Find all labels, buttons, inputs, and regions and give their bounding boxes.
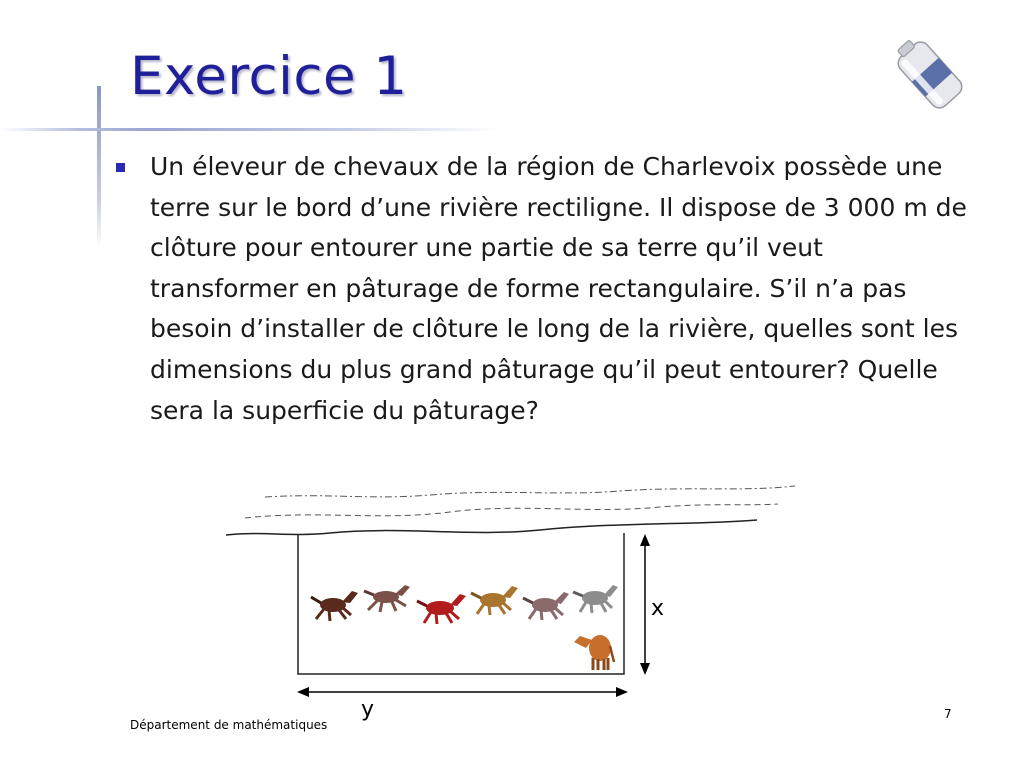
river-wave-top (265, 486, 795, 497)
page-number: 7 (944, 707, 952, 721)
battery-icon (888, 30, 972, 120)
horse-2 (364, 585, 410, 612)
slide-title: Exercice 1 (130, 46, 408, 107)
horse-1 (311, 591, 358, 621)
pasture-diagram (220, 478, 820, 728)
river-wave-middle (245, 504, 778, 518)
dimension-arrow-y (297, 687, 628, 697)
horse-3 (417, 594, 466, 624)
footer-department: Département de mathématiques (130, 718, 328, 732)
horse-4 (471, 586, 518, 615)
decorative-horizontal-line (0, 128, 500, 131)
horse-6 (573, 585, 618, 613)
square-bullet-icon (116, 163, 125, 172)
standing-horse (574, 635, 614, 670)
fence (298, 533, 624, 674)
horse-5 (523, 592, 569, 620)
decorative-vertical-line (97, 86, 101, 248)
dimension-arrow-x (640, 534, 650, 675)
dimension-label-x: x (651, 596, 665, 621)
river-bank (226, 520, 757, 535)
dimension-label-y: y (361, 697, 375, 722)
exercise-statement: Un éleveur de chevaux de la région de Charlevoix possède une terre sur le bord d’une rivière rectiligne. Il dispose de 3 000 m de clôture pour entourer une partie de sa terre qu’il veut transformer en pâturage de forme rectangulaire. S’il n’a pas besoin d’installer de clôture le long de la rivière, quelles sont les dimensions du plus grand pâturage qu’il peut entourer? Quelle sera la superficie du pâturage? (150, 152, 967, 425)
